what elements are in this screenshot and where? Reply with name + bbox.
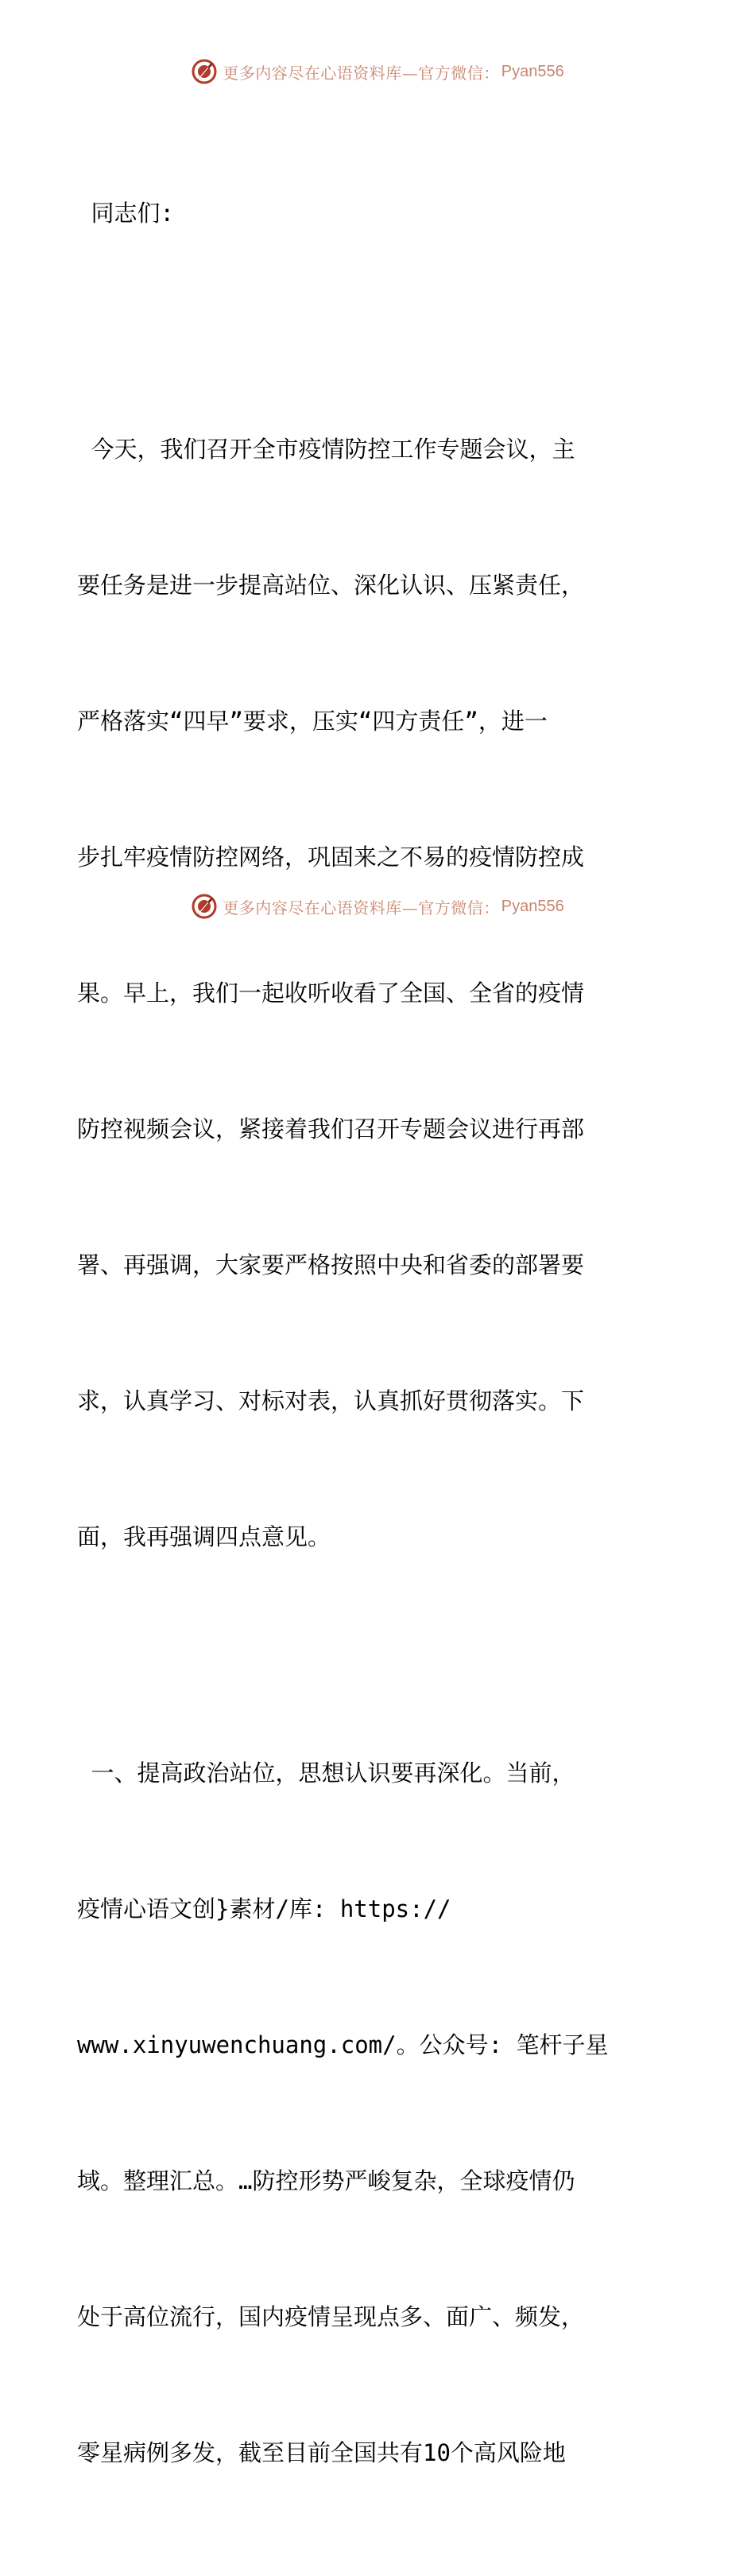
header-banner [0, 57, 755, 86]
section-one-paragraph [77, 1660, 678, 2566]
text-line: 域。整理汇总。…防控形势严峻复杂，全球疫情仍 [77, 2167, 575, 2194]
text-line: 要任务是进一步提高站位、深化认识、压紧责任， [77, 572, 585, 599]
text-line: 防控视频会议，紧接着我们召开专题会议进行再部 [77, 1115, 585, 1143]
document-body [77, 100, 678, 2576]
text-line: 面，我再强调四点意见。 [77, 1523, 331, 1550]
text-line: 同志们: [77, 200, 174, 227]
intro-paragraph [77, 336, 678, 1651]
banner-text: 更多内容尽在心语资料库—官方微信： [223, 63, 500, 83]
text-line: 零星病例多发，截至目前全国共有10个高风险地 [77, 2439, 566, 2466]
banner-wechat-id: Pyan556 [501, 62, 564, 80]
banner-wechat-id: Pyan556 [501, 897, 564, 915]
banner-text: 更多内容尽在心语资料库—官方微信： [223, 898, 500, 918]
text-line: 求，认真学习、对标对表，认真抓好贯彻落实。下 [77, 1387, 585, 1414]
quill-seal-icon [191, 893, 218, 920]
text-line: 疫情心语文创}素材/库: https:// [77, 1895, 451, 1922]
text-line: 步扎牢疫情防控网络，巩固来之不易的疫情防控成 [77, 844, 585, 871]
salutation-paragraph [77, 100, 678, 327]
text-line: www.xinyuwenchuang.com/。公众号: 笔杆子星 [77, 2031, 609, 2058]
quill-seal-icon [191, 58, 218, 85]
text-line: 处于高位流行，国内疫情呈现点多、面广、频发， [77, 2303, 585, 2330]
text-line: 果。早上，我们一起收听收看了全国、全省的疫情 [77, 980, 585, 1007]
text-line: 署、再强调，大家要严格按照中央和省委的部署要 [77, 1251, 585, 1278]
text-line: 严格落实“四早”要求，压实“四方责任”，进一 [77, 708, 548, 735]
footer-banner [0, 892, 755, 921]
text-line: 一、提高政治站位，思想认识要再深化。当前， [77, 1759, 575, 1787]
text-line: 今天，我们召开全市疫情防控工作专题会议，主 [77, 436, 575, 463]
